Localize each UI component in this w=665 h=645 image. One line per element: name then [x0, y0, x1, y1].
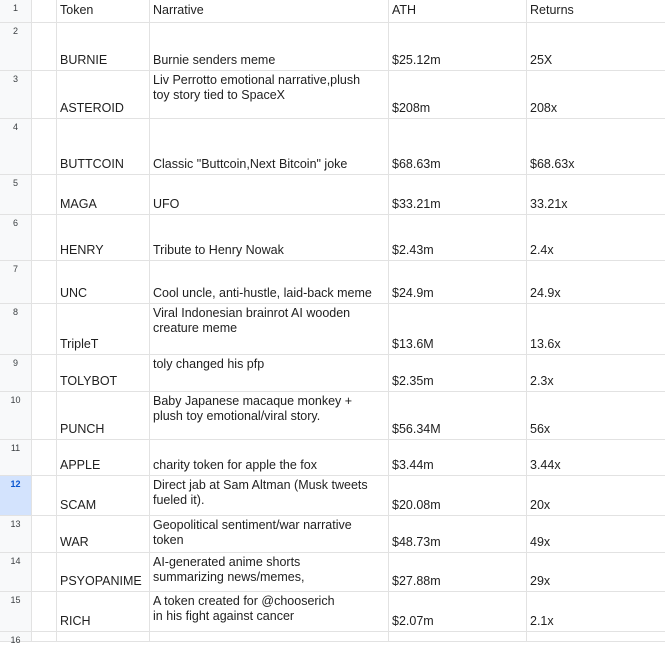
cell-returns[interactable]	[526, 440, 665, 475]
cell-returns[interactable]	[526, 632, 665, 641]
header-narrative[interactable]	[149, 0, 388, 22]
cell-ath[interactable]	[388, 215, 526, 260]
narrative-text	[153, 478, 388, 508]
header-ath[interactable]	[388, 0, 526, 22]
row-number: 9	[12, 358, 18, 368]
narrative-line: UFO	[153, 197, 180, 211]
narrative-line: A token created for @chooserich	[153, 594, 335, 608]
cell-value: $27.88m	[392, 574, 441, 588]
narrative-line: Baby Japanese macaque monkey +	[153, 394, 353, 408]
cell-value: 2.3x	[530, 374, 554, 388]
cell-ath[interactable]	[388, 476, 526, 515]
narrative-text	[153, 357, 388, 372]
cell-returns[interactable]	[526, 516, 665, 552]
row-number: 13	[10, 519, 21, 529]
cell-value: 29x	[530, 574, 551, 588]
cell-narrative[interactable]	[149, 553, 388, 591]
cell-value: $208m	[392, 101, 431, 115]
cell-token[interactable]	[56, 23, 149, 70]
row-header[interactable]	[0, 392, 31, 439]
cell-token[interactable]	[56, 119, 149, 174]
narrative-text	[153, 394, 388, 424]
cell-returns[interactable]	[526, 592, 665, 631]
row-number: 16	[10, 635, 21, 645]
narrative-line: Viral Indonesian brainrot AI wooden	[153, 306, 351, 320]
cell-ath[interactable]	[388, 632, 526, 641]
narrative-line: Geopolitical sentiment/war narrative	[153, 518, 352, 532]
row-number: 8	[12, 307, 18, 317]
narrative-line: toly changed his pfp	[153, 357, 265, 371]
cell-value: TOLYBOT	[60, 374, 118, 388]
narrative-text	[153, 306, 388, 336]
row-header[interactable]	[0, 215, 31, 260]
row-number: 12	[10, 479, 21, 489]
cell-returns[interactable]	[526, 476, 665, 515]
cell-narrative[interactable]	[149, 304, 388, 354]
row-header[interactable]	[0, 440, 31, 475]
cell-value: PUNCH	[60, 422, 105, 436]
cell-value: BURNIE	[60, 53, 108, 67]
row-number: 2	[12, 26, 18, 36]
row-header[interactable]	[0, 516, 31, 552]
cell-returns[interactable]	[526, 175, 665, 214]
cell-value: $33.21m	[392, 197, 441, 211]
narrative-line: token	[153, 533, 184, 547]
cell-narrative[interactable]	[149, 215, 388, 260]
cell-ath[interactable]	[388, 261, 526, 303]
cell-token[interactable]	[56, 592, 149, 631]
cell-ath[interactable]	[388, 71, 526, 118]
row-number: 10	[10, 395, 21, 405]
narrative-line: Liv Perrotto emotional narrative,plush	[153, 73, 361, 87]
cell-ath[interactable]	[388, 175, 526, 214]
header-returns[interactable]	[526, 0, 665, 22]
cell-narrative[interactable]	[149, 119, 388, 174]
narrative-line: charity token for apple the fox	[153, 458, 317, 472]
cell-value: SCAM	[60, 498, 97, 512]
cell-narrative[interactable]	[149, 355, 388, 391]
cell-token[interactable]	[56, 392, 149, 439]
narrative-line: creature meme	[153, 321, 238, 335]
cell-narrative[interactable]	[149, 476, 388, 515]
narrative-text	[153, 458, 388, 473]
cell-returns[interactable]	[526, 23, 665, 70]
cell-value: 3.44x	[530, 458, 561, 472]
cell-value: 33.21x	[530, 197, 568, 211]
cell-returns[interactable]	[526, 392, 665, 439]
cell-token[interactable]	[56, 304, 149, 354]
cell-token[interactable]	[56, 516, 149, 552]
cell-value: 208x	[530, 101, 558, 115]
cell-ath[interactable]	[388, 392, 526, 439]
cell-value: 20x	[530, 498, 551, 512]
cell-ath[interactable]	[388, 592, 526, 631]
cell-narrative[interactable]	[149, 592, 388, 631]
row-number: 15	[10, 595, 21, 605]
row-header[interactable]	[0, 175, 31, 214]
cell-token[interactable]	[56, 261, 149, 303]
cell-returns[interactable]	[526, 119, 665, 174]
narrative-line: Tribute to Henry Nowak	[153, 243, 284, 257]
cell-value: $2.07m	[392, 614, 434, 628]
cell-narrative[interactable]	[149, 516, 388, 552]
narrative-line: Cool uncle, anti-hustle, laid-back meme	[153, 286, 372, 300]
header-label: Returns	[530, 3, 574, 17]
cell-value: $20.08m	[392, 498, 441, 512]
cell-value: RICH	[60, 614, 91, 628]
cell-value: ASTEROID	[60, 101, 124, 115]
narrative-text	[153, 243, 388, 258]
row-header[interactable]	[0, 553, 31, 591]
row-number: 5	[12, 178, 18, 188]
cell-value: BUTTCOIN	[60, 157, 124, 171]
narrative-text	[153, 518, 388, 548]
narrative-text	[153, 594, 388, 624]
narrative-text	[153, 555, 388, 585]
row-number: 7	[12, 264, 18, 274]
row-header[interactable]	[0, 632, 31, 645]
narrative-text	[153, 286, 388, 301]
cell-value: MAGA	[60, 197, 97, 211]
cell-value: $56.34M	[392, 422, 441, 436]
cell-returns[interactable]	[526, 215, 665, 260]
cell-narrative[interactable]	[149, 71, 388, 118]
cell-returns[interactable]	[526, 553, 665, 591]
row-header[interactable]	[0, 23, 31, 70]
cell-ath[interactable]	[388, 516, 526, 552]
grid-column-line	[31, 0, 32, 642]
cell-narrative[interactable]	[149, 440, 388, 475]
narrative-line: Burnie senders meme	[153, 53, 276, 67]
cell-value: 25X	[530, 53, 553, 67]
cell-returns[interactable]	[526, 355, 665, 391]
cell-value: 49x	[530, 535, 551, 549]
row-header[interactable]	[0, 355, 31, 391]
cell-token[interactable]	[56, 215, 149, 260]
narrative-text	[153, 157, 388, 172]
cell-value: $13.6M	[392, 337, 434, 351]
cell-token[interactable]	[56, 71, 149, 118]
cell-returns[interactable]	[526, 71, 665, 118]
header-label: Token	[60, 3, 94, 17]
cell-token[interactable]	[56, 440, 149, 475]
cell-token[interactable]	[56, 355, 149, 391]
cell-value: $3.44m	[392, 458, 434, 472]
row-header[interactable]	[0, 0, 31, 22]
cell-narrative[interactable]	[149, 175, 388, 214]
cell-value: 2.1x	[530, 614, 554, 628]
cell-token[interactable]	[56, 553, 149, 591]
cell-value: $68.63x	[530, 157, 575, 171]
row-header[interactable]	[0, 476, 31, 515]
header-token[interactable]	[56, 0, 149, 22]
row-number: 3	[12, 74, 18, 84]
row-header[interactable]	[0, 592, 31, 631]
cell-narrative[interactable]	[149, 23, 388, 70]
narrative-line: toy story tied to SpaceX	[153, 88, 286, 102]
cell-value: 56x	[530, 422, 551, 436]
cell-value: HENRY	[60, 243, 104, 257]
cell-narrative[interactable]	[149, 261, 388, 303]
header-label: Narrative	[153, 3, 204, 17]
row-number: 1	[12, 3, 18, 13]
narrative-line: Classic "Buttcoin,Next Bitcoin" joke	[153, 157, 348, 171]
narrative-line: AI-generated anime shorts	[153, 555, 301, 569]
row-header[interactable]	[0, 71, 31, 118]
cell-ath[interactable]	[388, 553, 526, 591]
cell-ath[interactable]	[388, 304, 526, 354]
row-number: 14	[10, 556, 21, 566]
narrative-line: fueled it).	[153, 493, 205, 507]
row-header[interactable]	[0, 261, 31, 303]
cell-value: APPLE	[60, 458, 101, 472]
cell-value: $68.63m	[392, 157, 441, 171]
cell-narrative[interactable]	[149, 632, 388, 641]
cell-ath[interactable]	[388, 355, 526, 391]
header-label: ATH	[392, 3, 417, 17]
cell-value: $48.73m	[392, 535, 441, 549]
cell-token[interactable]	[56, 175, 149, 214]
cell-value: 2.4x	[530, 243, 554, 257]
narrative-text	[153, 197, 388, 212]
cell-ath[interactable]	[388, 23, 526, 70]
cell-value: $25.12m	[392, 53, 441, 67]
cell-ath[interactable]	[388, 440, 526, 475]
cell-value: 13.6x	[530, 337, 561, 351]
cell-value: TripleT	[60, 337, 99, 351]
cell-returns[interactable]	[526, 261, 665, 303]
cell-value: $24.9m	[392, 286, 434, 300]
cell-value: 24.9x	[530, 286, 561, 300]
cell-value: PSYOPANIME	[60, 574, 142, 588]
row-header[interactable]	[0, 304, 31, 354]
narrative-line: Direct jab at Sam Altman (Musk tweets	[153, 478, 368, 492]
row-number: 11	[10, 443, 21, 453]
row-header[interactable]	[0, 119, 31, 174]
narrative-line: plush toy emotional/viral story.	[153, 409, 321, 423]
cell-token[interactable]	[56, 632, 149, 641]
cell-value: $2.43m	[392, 243, 434, 257]
cell-ath[interactable]	[388, 119, 526, 174]
row-number: 4	[12, 122, 18, 132]
narrative-line: in his fight against cancer	[153, 609, 295, 623]
narrative-text	[153, 53, 388, 68]
cell-token[interactable]	[56, 476, 149, 515]
cell-narrative[interactable]	[149, 392, 388, 439]
row-number: 6	[12, 218, 18, 228]
cell-value: WAR	[60, 535, 89, 549]
narrative-line: summarizing news/memes,	[153, 570, 305, 584]
cell-value: UNC	[60, 286, 88, 300]
cell-returns[interactable]	[526, 304, 665, 354]
cell-value: $2.35m	[392, 374, 434, 388]
narrative-text	[153, 73, 388, 103]
